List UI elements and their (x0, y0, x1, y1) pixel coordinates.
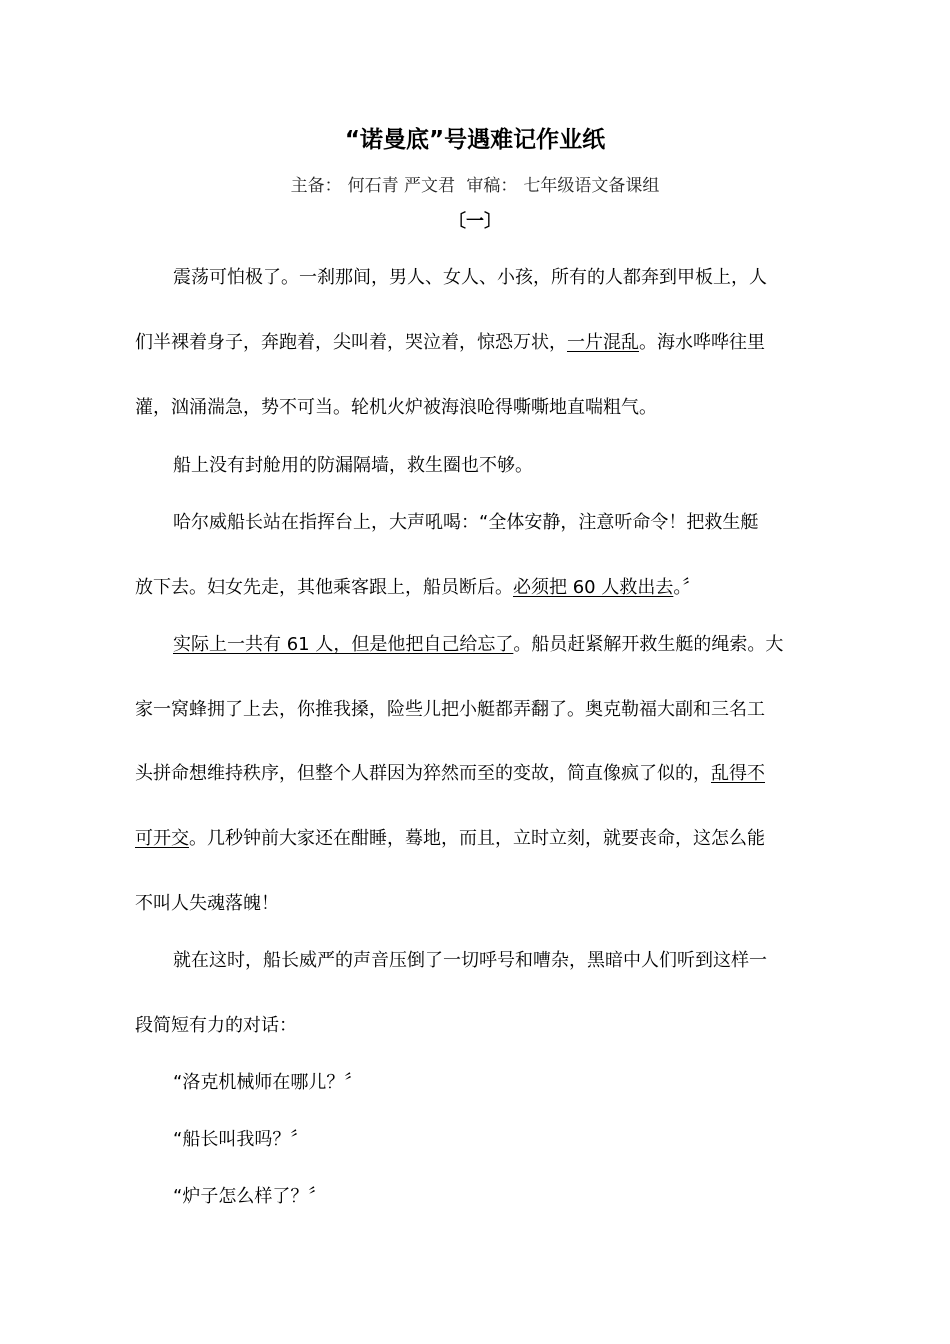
text-segment: 哈尔威船长站在指挥台上，大声吼喝：“全体安静，注意听命令！把救生艇 (173, 512, 759, 533)
author-credits (0, 171, 950, 196)
text-line (135, 576, 700, 600)
text-segment: 放下去。妇女先走，其他乘客跟上，船员断后。 (135, 577, 513, 598)
text-line (173, 511, 758, 535)
text-segment: 段简短有力的对话： (135, 1015, 297, 1036)
text-line (173, 1185, 326, 1209)
text-line (173, 1071, 362, 1095)
text-segment: “洛克机械师在哪儿？〞 (173, 1072, 363, 1093)
text-line (173, 633, 783, 657)
text-line (135, 892, 279, 916)
text-segment: “船长叫我吗？〞 (173, 1129, 309, 1150)
text-segment: 头拼命想维持秩序，但整个人群因为猝然而至的变故，简直像疯了似的， (135, 763, 711, 784)
author-label: 主备： (290, 176, 342, 196)
page-title: “诺曼底”号遇难记作业纸 (344, 127, 606, 153)
text-line (135, 1014, 297, 1038)
text-segment: 。几秒钟前大家还在酣睡，蓦地，而且，立时立刻，就要丧命，这怎么能 (189, 828, 765, 849)
underlined-phrase: 乱得不 (711, 763, 765, 784)
underlined-phrase: 一片混乱 (567, 332, 639, 353)
text-segment: 。海水哗哗往里 (639, 332, 765, 353)
text-segment: 灌，汹涌湍急，势不可当。轮机火炉被海浪呛得嘶嘶地直喘粗气。 (135, 397, 657, 418)
text-segment: “炉子怎么样了？〞 (173, 1186, 327, 1207)
text-line (135, 827, 765, 851)
underlined-phrase: 必须把 60 人救出去 (513, 577, 674, 598)
review-label: 审稿： (466, 176, 518, 196)
text-segment: 。船员赶紧解开救生艇的绳索。大 (513, 634, 784, 655)
text-segment: 船上没有封舱用的防漏隔墙，救生圈也不够。 (173, 455, 533, 476)
text-line (135, 698, 765, 722)
text-line (173, 949, 767, 973)
text-segment: 不叫人失魂落魄！ (135, 893, 279, 914)
text-segment: 就在这时，船长威严的声音压倒了一切呼号和嘈杂，黑暗中人们听到这样一 (173, 950, 767, 971)
text-line (135, 762, 765, 786)
section-heading: 〔一〕 (448, 211, 502, 232)
text-line (173, 266, 767, 290)
text-segment: 震荡可怕极了。一刹那间，男人、女人、小孩，所有的人都奔到甲板上，人 (173, 267, 767, 288)
underlined-phrase: 可开交 (135, 828, 189, 849)
text-segment: 们半裸着身子，奔跑着，尖叫着，哭泣着，惊恐万状， (135, 332, 567, 353)
text-segment: 。〞 (673, 577, 701, 598)
underlined-phrase: 实际上一共有 61 人，但是他把自己给忘了 (173, 634, 514, 655)
text-line (173, 454, 533, 478)
text-line (135, 396, 657, 420)
author-names: 何石青 严文君 (347, 176, 455, 196)
text-line (173, 1128, 308, 1152)
review-group: 七年级语文备课组 (523, 176, 660, 196)
text-segment: 家一窝蜂拥了上去，你推我搡，险些儿把小艇都弄翻了。奥克勒福大副和三名工 (135, 699, 765, 720)
text-line (135, 331, 765, 355)
